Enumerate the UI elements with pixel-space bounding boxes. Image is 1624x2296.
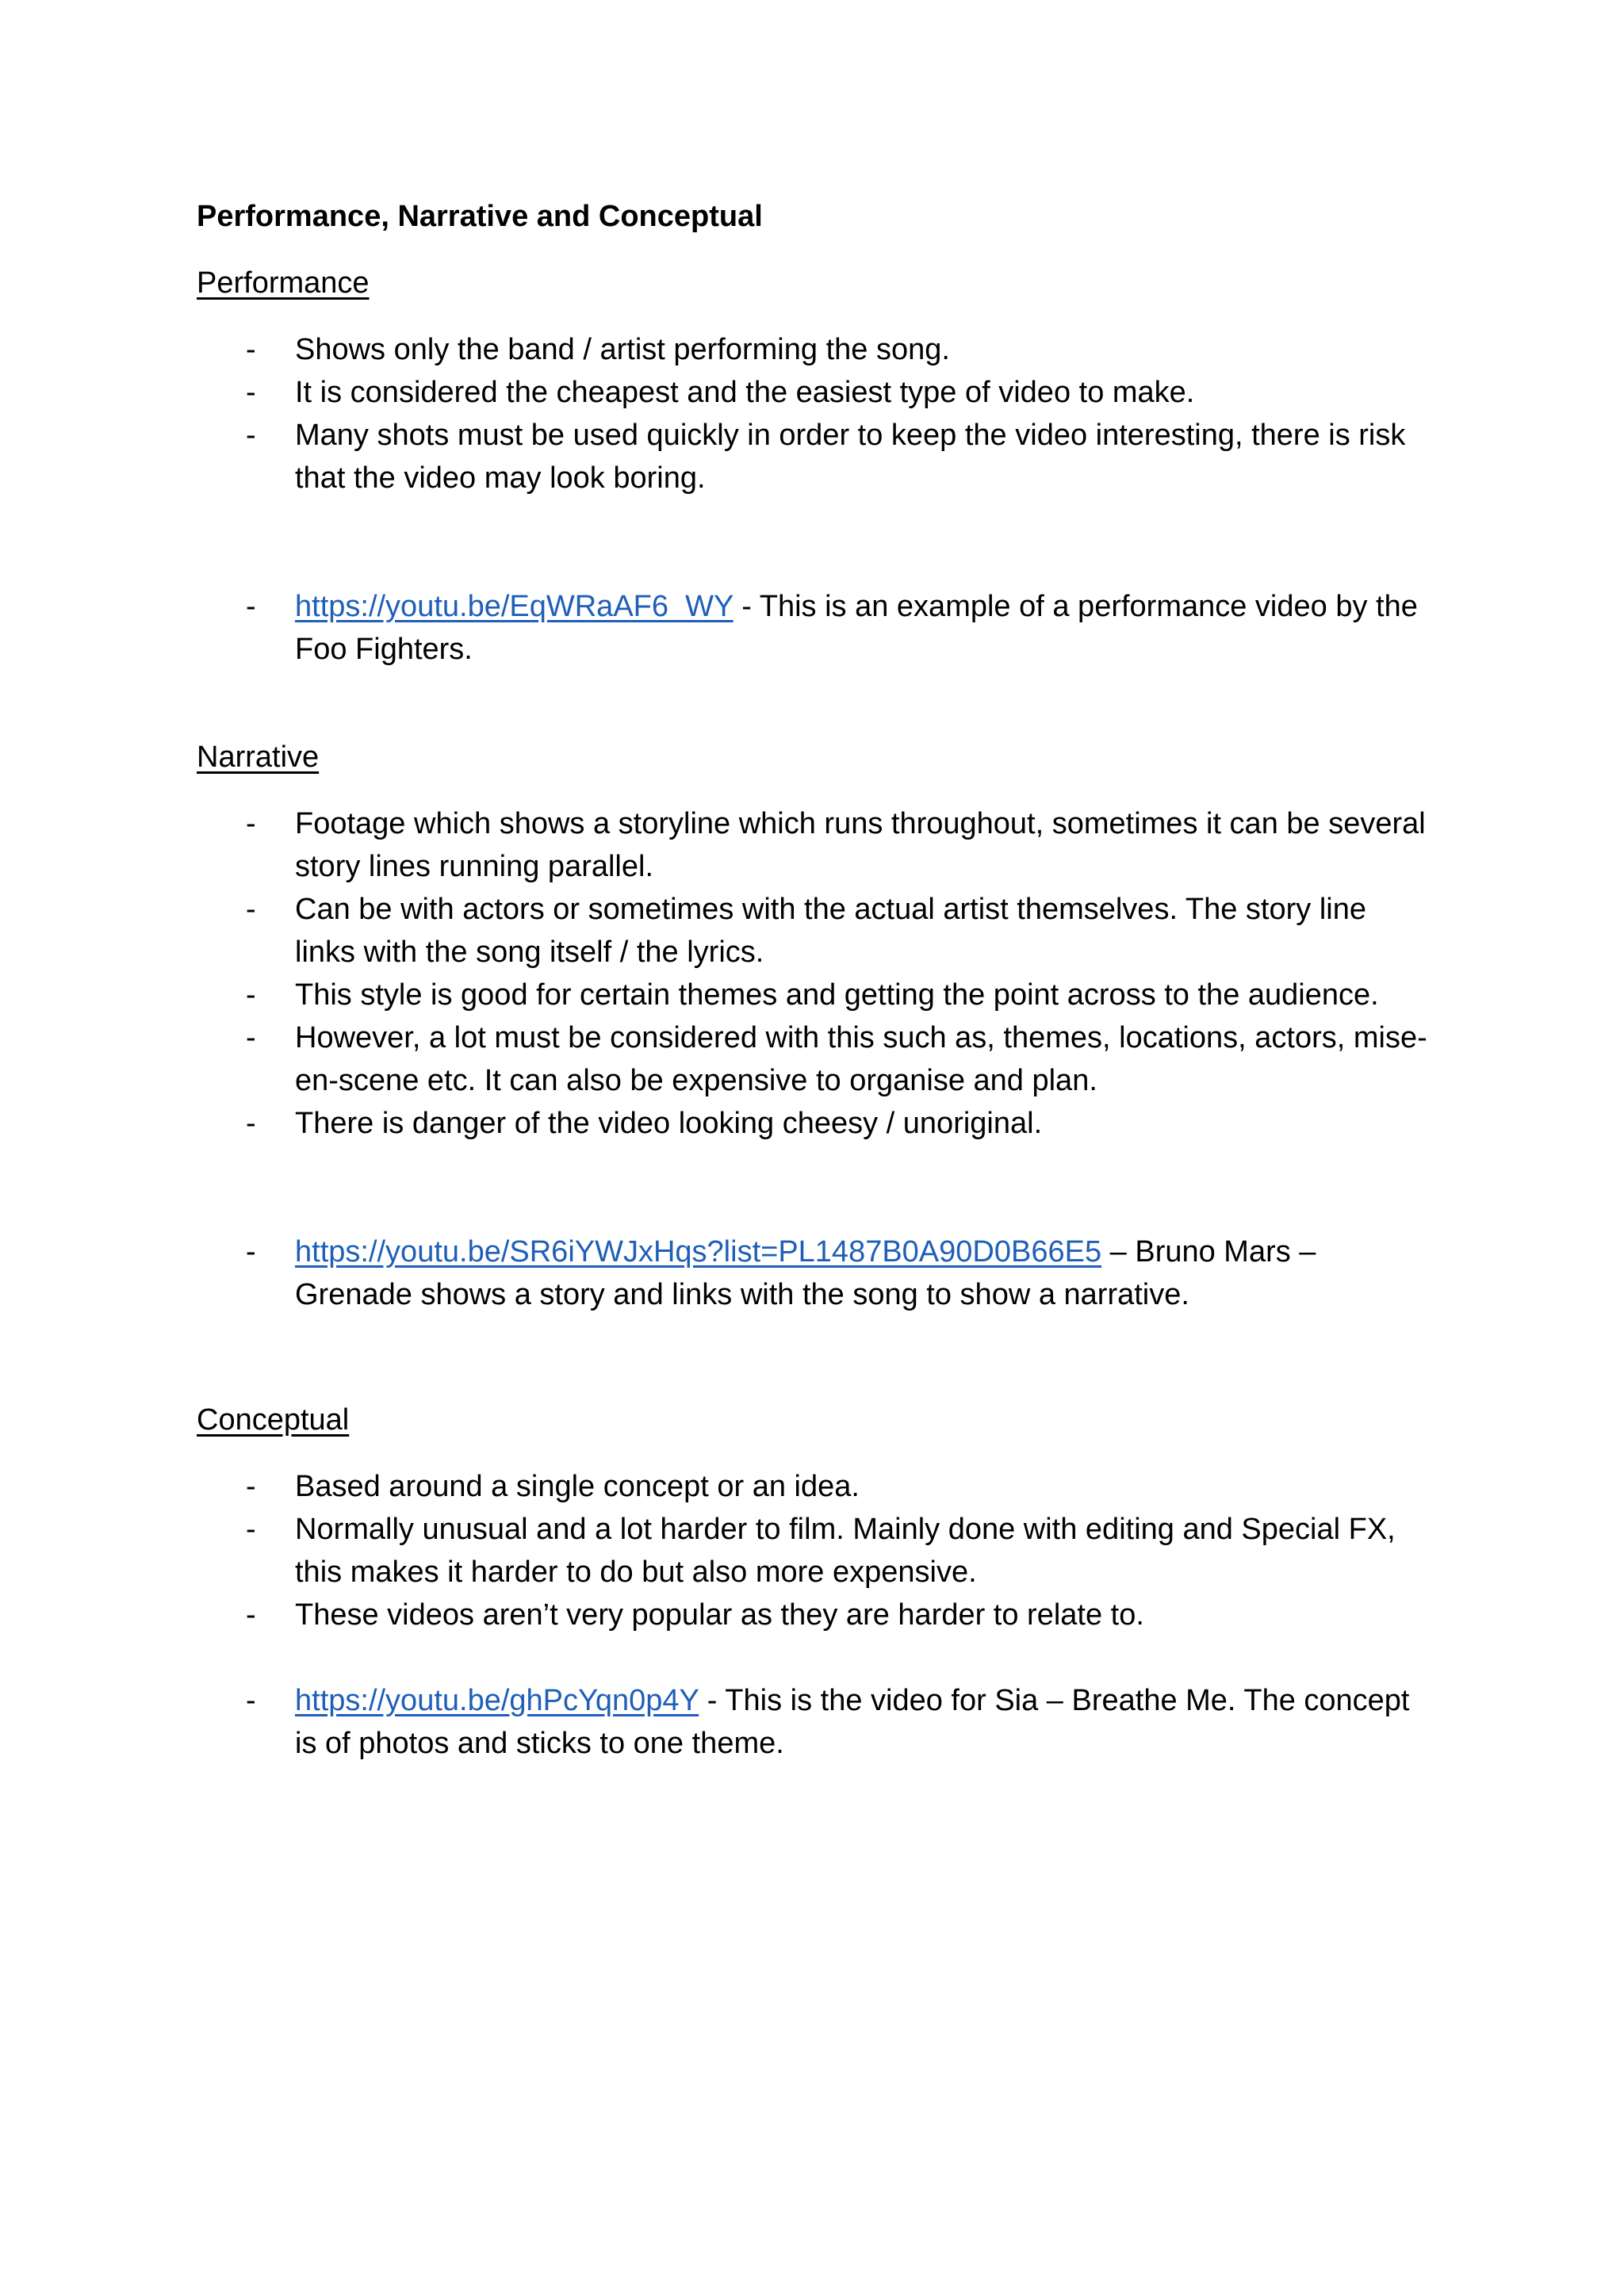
list-item-text: Normally unusual and a lot harder to film. Mainly done with editing and Special FX, this makes it harder to do but also more expensive. — [295, 1513, 1396, 1589]
bullet-dash: - — [246, 1107, 256, 1140]
bullet-dash: - — [246, 893, 256, 926]
bullet-dash: - — [246, 1235, 256, 1269]
list-item — [197, 1016, 1434, 1102]
bullet-dash: - — [246, 807, 256, 840]
performance-points-list — [197, 328, 1434, 499]
bullet-dash: - — [246, 978, 256, 1012]
section-heading-performance: Performance — [197, 266, 370, 300]
bullet-dash: - — [246, 419, 256, 452]
document-title: Performance, Narrative and Conceptual — [197, 200, 763, 233]
list-item-text: These videos aren’t very popular as they are harder to relate to. — [295, 1598, 1144, 1632]
list-item — [197, 974, 1434, 1016]
narrative-example-list — [197, 1230, 1434, 1316]
bullet-dash: - — [246, 1021, 256, 1054]
spacer — [197, 499, 1434, 585]
bullet-dash: - — [246, 376, 256, 409]
narrative-example-link[interactable]: https://youtu.be/SR6iYWJxHqs?list=PL1487B0A90D0B66E5 — [295, 1235, 1102, 1269]
performance-example-description: - This is an example of a performance video by the Foo Fighters. — [295, 590, 1418, 666]
spacer — [197, 671, 1434, 736]
conceptual-example-list — [197, 1679, 1434, 1765]
list-item — [197, 888, 1434, 974]
list-item — [197, 1679, 1434, 1765]
list-item — [197, 1508, 1434, 1594]
list-item-text: Many shots must be used quickly in order to keep the video interesting, there is risk that the video may look boring. — [295, 419, 1406, 495]
performance-example-link[interactable]: https://youtu.be/EqWRaAF6_WY — [295, 590, 733, 623]
bullet-dash: - — [246, 1684, 256, 1717]
spacer — [197, 1636, 1434, 1679]
list-item — [197, 802, 1434, 888]
list-item-text: Based around a single concept or an idea. — [295, 1470, 860, 1503]
narrative-points-list — [197, 802, 1434, 1145]
list-item — [197, 1465, 1434, 1508]
list-item — [197, 328, 1434, 371]
list-item-text: Footage which shows a storyline which runs throughout, sometimes it can be several story lines running parallel. — [295, 807, 1426, 883]
list-item-text: Can be with actors or sometimes with the actual artist themselves. The story line links with the song itself / the lyrics. — [295, 893, 1366, 969]
list-item — [197, 371, 1434, 414]
list-item-text: This style is good for certain themes and getting the point across to the audience. — [295, 978, 1379, 1012]
list-item — [197, 1102, 1434, 1145]
list-item-text: Shows only the band / artist performing the song. — [295, 333, 950, 366]
bullet-dash: - — [246, 1513, 256, 1546]
list-item — [197, 414, 1434, 499]
conceptual-example-link[interactable]: https://youtu.be/ghPcYqn0p4Y — [295, 1684, 699, 1717]
performance-example-list — [197, 585, 1434, 671]
list-item — [197, 1230, 1434, 1316]
conceptual-points-list — [197, 1465, 1434, 1636]
bullet-dash: - — [246, 1470, 256, 1503]
document-body — [197, 195, 1434, 1765]
bullet-dash: - — [246, 1598, 256, 1632]
section-heading-narrative: Narrative — [197, 740, 320, 774]
spacer — [197, 1145, 1434, 1230]
bullet-dash: - — [246, 590, 256, 623]
bullet-dash: - — [246, 333, 256, 366]
list-item-text: It is considered the cheapest and the easiest type of video to make. — [295, 376, 1195, 409]
narrative-example-description: – Bruno Mars – Grenade shows a story and links with the song to show a narrative. — [295, 1235, 1316, 1311]
conceptual-example-description: - This is the video for Sia – Breathe Me. The concept is of photos and sticks to one theme. — [295, 1684, 1410, 1760]
list-item-text: However, a lot must be considered with this such as, themes, locations, actors, mise-en-scene etc. It can also be expensive to organise and plan. — [295, 1021, 1427, 1097]
list-item-text: There is danger of the video looking cheesy / unoriginal. — [295, 1107, 1043, 1140]
spacer — [197, 1316, 1434, 1399]
section-heading-conceptual: Conceptual — [197, 1403, 350, 1437]
list-item — [197, 1594, 1434, 1636]
list-item — [197, 585, 1434, 671]
